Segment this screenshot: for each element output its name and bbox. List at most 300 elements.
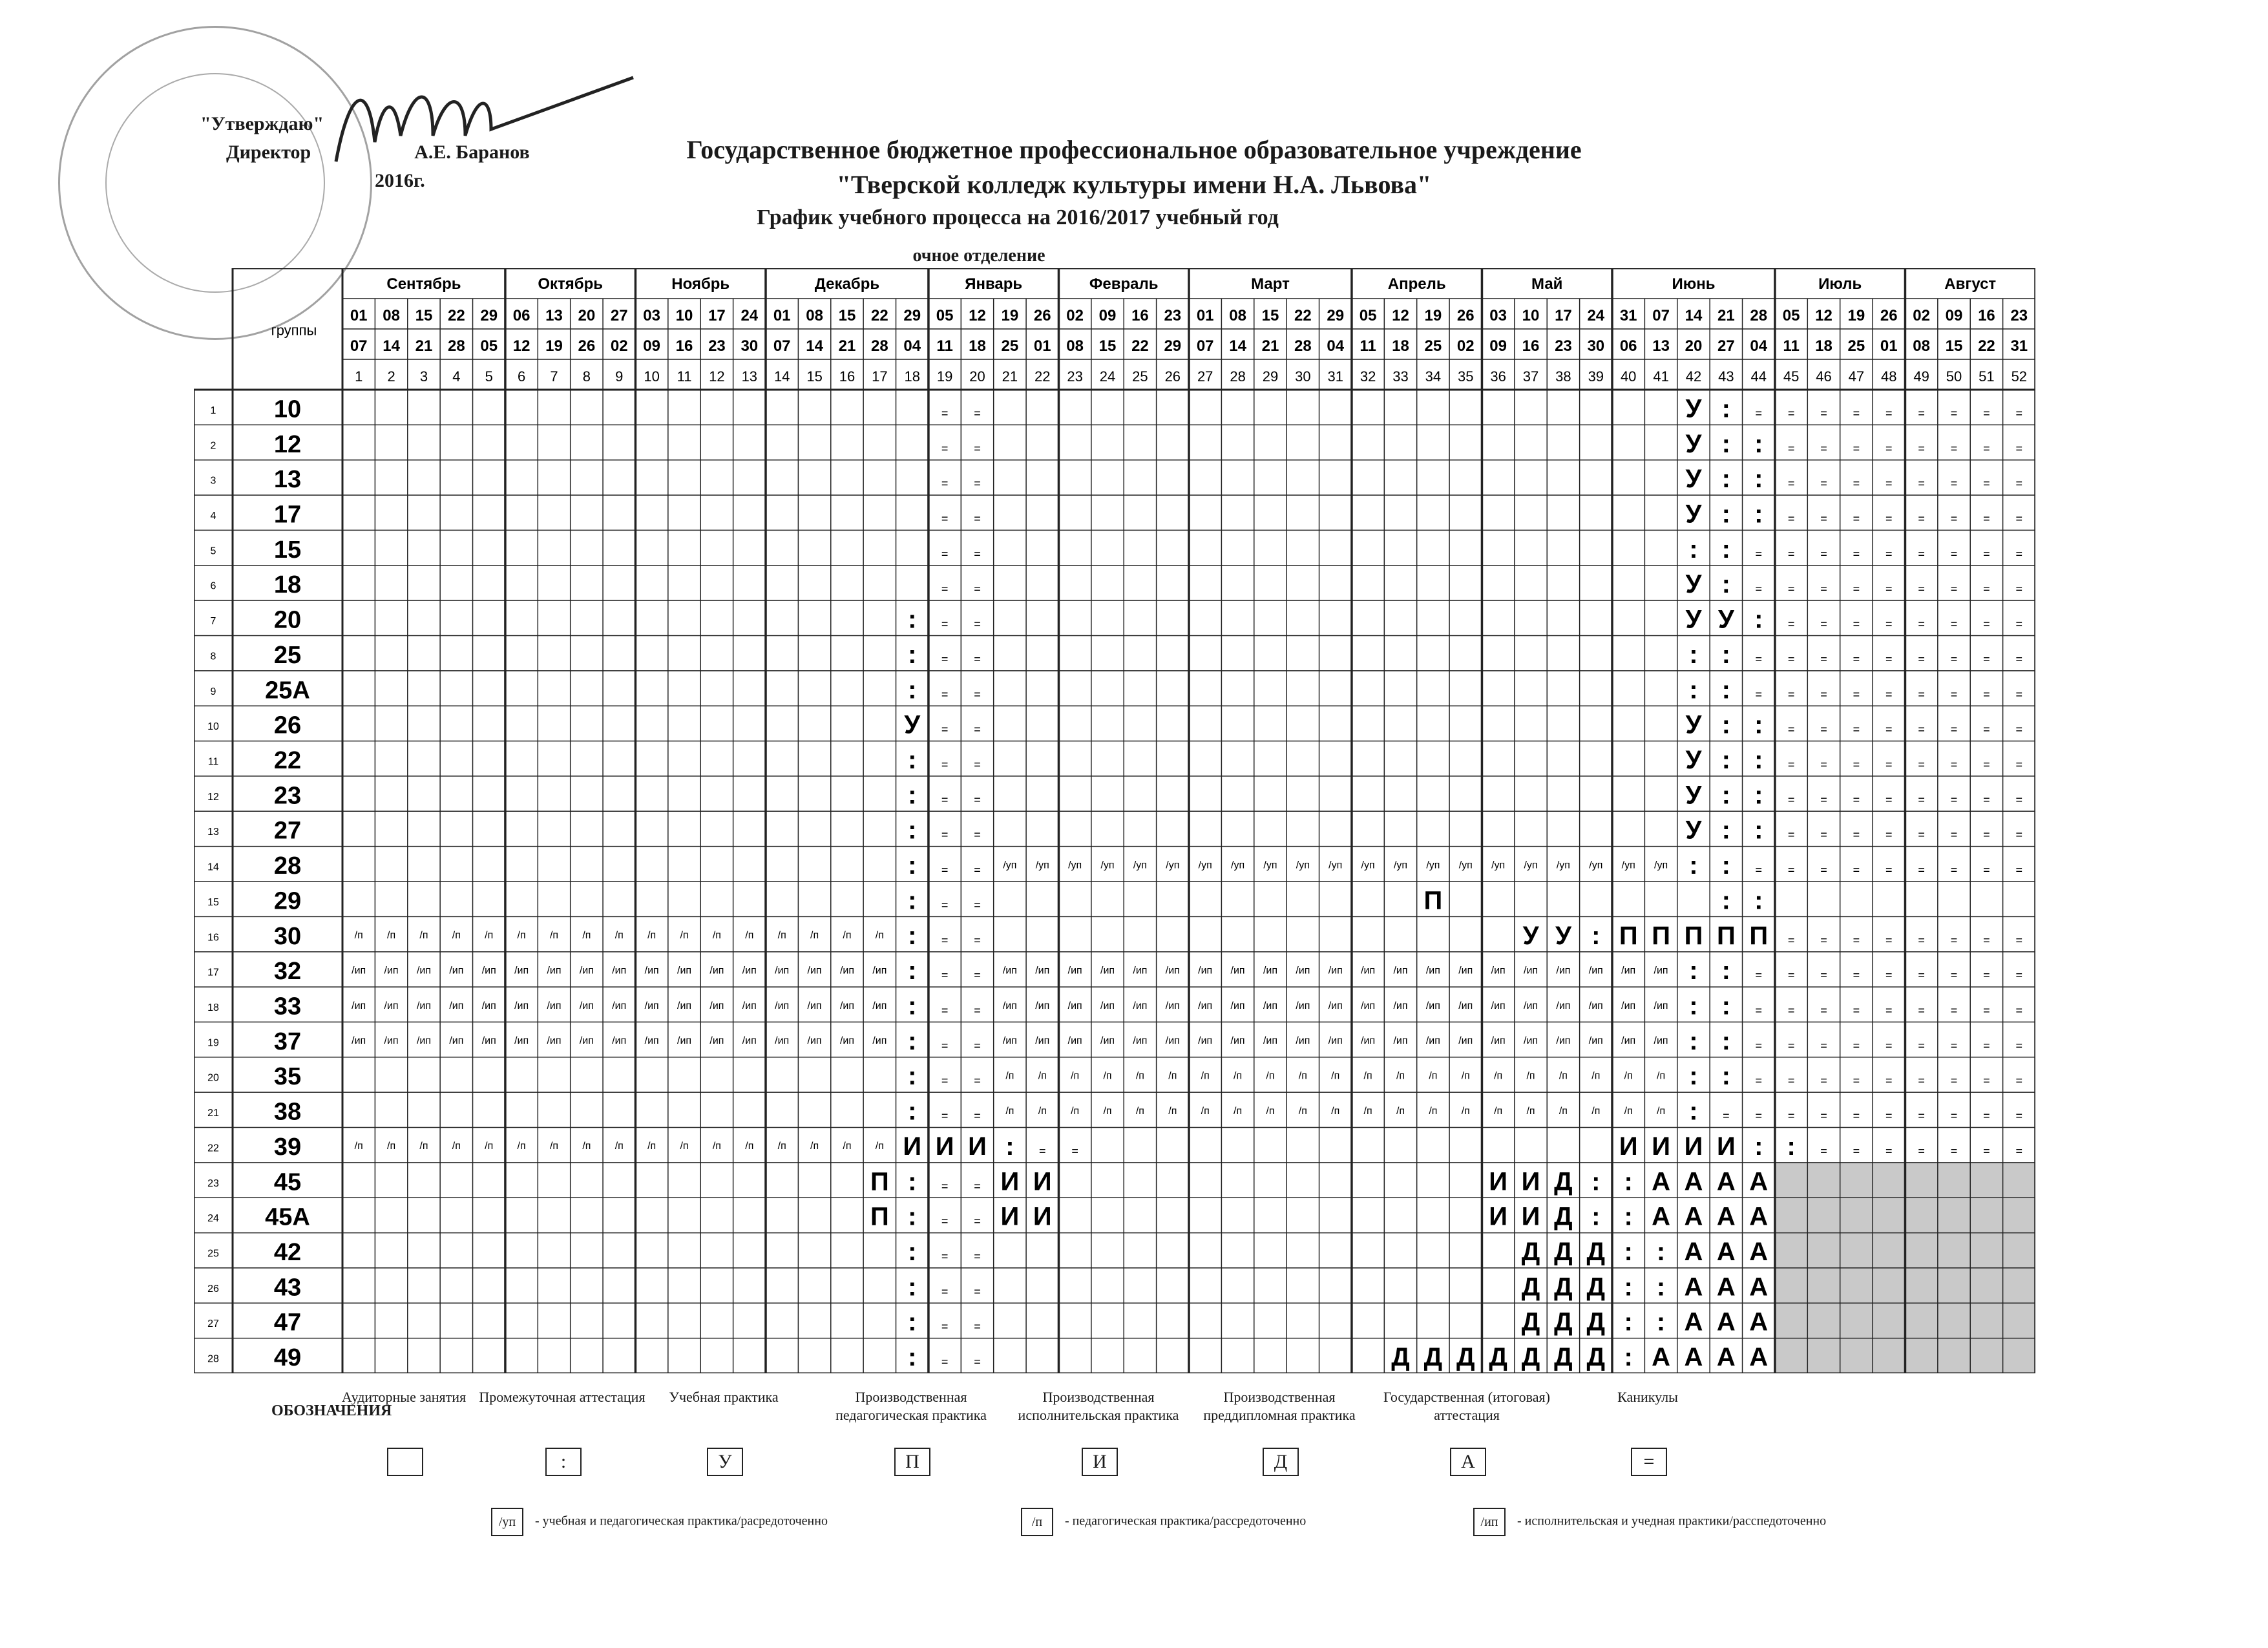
- cell-mark: =: [941, 688, 949, 701]
- cell-mark: :: [908, 1202, 917, 1231]
- cell-mark: =: [1787, 828, 1795, 841]
- cell-mark: /п: [517, 930, 526, 942]
- week-start: 10: [1522, 306, 1540, 324]
- row-number: 21: [207, 1108, 219, 1119]
- row-number: 14: [207, 861, 219, 873]
- cell-mark: /уп: [1068, 860, 1082, 871]
- cell-mark: :: [1689, 1062, 1698, 1091]
- legend-symbol: И: [1082, 1448, 1118, 1476]
- cell-mark: /ип: [416, 965, 431, 977]
- cell-mark: /п: [1266, 1070, 1275, 1082]
- week-start: 12: [1392, 306, 1409, 324]
- week-number: 47: [1848, 368, 1865, 385]
- cell-mark: /ип: [709, 1000, 724, 1011]
- cell-mark: =: [941, 1039, 949, 1052]
- week-end: 16: [1522, 337, 1540, 355]
- cell-mark: =: [1787, 441, 1795, 455]
- cell-mark: Д: [1521, 1273, 1540, 1302]
- cell-mark: /п: [1266, 1105, 1275, 1117]
- cell-mark: =: [1787, 582, 1795, 596]
- cell-mark: =: [1853, 793, 1860, 807]
- cell-mark: =: [2015, 828, 2023, 841]
- week-start: 21: [1717, 306, 1735, 324]
- row-number: 12: [207, 791, 219, 803]
- cell-mark: /п: [1201, 1070, 1210, 1082]
- cell-mark: =: [1950, 441, 1958, 455]
- cell-mark: =: [1950, 477, 1958, 491]
- shaded-cell: [2003, 1303, 2035, 1338]
- cell-mark: /уп: [1198, 860, 1212, 871]
- legend-extra-text: - исполнительская и учедная практики/расспедоточенно: [1517, 1514, 1827, 1528]
- row-number: 8: [210, 651, 216, 662]
- cell-mark: =: [1983, 652, 1990, 666]
- legend-label: Производственная педагогическая практика: [835, 1389, 987, 1423]
- week-number: 41: [1653, 368, 1669, 385]
- group-number: 33: [273, 993, 302, 1020]
- week-end: 07: [1196, 337, 1214, 355]
- cell-mark: /п: [419, 930, 428, 942]
- cell-mark: /п: [1461, 1105, 1470, 1117]
- cell-mark: =: [1885, 828, 1893, 841]
- cell-mark: /п: [1657, 1105, 1666, 1117]
- cell-mark: /ип: [579, 965, 594, 977]
- cell-mark: =: [1787, 688, 1795, 701]
- cell-mark: =: [1918, 757, 1925, 771]
- week-number: 21: [1002, 368, 1018, 385]
- cell-mark: /п: [485, 1141, 494, 1152]
- cell-mark: :: [1624, 1202, 1633, 1231]
- cell-mark: А: [1716, 1307, 1736, 1336]
- legend-symbol: [387, 1448, 423, 1476]
- shaded-cell: [1938, 1163, 1970, 1198]
- cell-mark: :: [1624, 1237, 1633, 1266]
- week-start: 03: [1489, 306, 1507, 324]
- cell-mark: =: [1853, 757, 1860, 771]
- month-label: Март: [1251, 275, 1290, 293]
- shaded-cell: [1938, 1303, 1970, 1338]
- cell-mark: /ип: [579, 1000, 594, 1011]
- cell-mark: И: [1684, 1132, 1703, 1161]
- cell-mark: =: [1755, 547, 1762, 560]
- cell-mark: =: [1918, 1039, 1925, 1052]
- cell-mark: /ип: [1328, 1035, 1343, 1047]
- week-end: 23: [708, 337, 726, 355]
- shaded-cell: [1807, 1338, 1840, 1373]
- cell-mark: /п: [1363, 1105, 1372, 1117]
- week-number: 50: [1946, 368, 1962, 385]
- week-number: 3: [419, 368, 428, 385]
- cell-mark: Д: [1586, 1307, 1606, 1336]
- week-number: 29: [1262, 368, 1279, 385]
- week-start: 23: [2010, 306, 2028, 324]
- cell-mark: :: [1689, 675, 1698, 704]
- legend-label: Производственная исполнительская практика: [1018, 1389, 1179, 1423]
- cell-mark: =: [941, 1179, 949, 1193]
- cell-mark: /ип: [1067, 1000, 1082, 1011]
- row-number: 25: [207, 1248, 219, 1260]
- cell-mark: :: [1721, 640, 1731, 669]
- legend-extra-text: - педагогическая практика/рассредоточенно: [1065, 1514, 1307, 1528]
- cell-mark: /ип: [775, 965, 790, 977]
- cell-mark: =: [941, 582, 949, 596]
- cell-mark: /ип: [384, 1035, 399, 1047]
- cell-mark: /уп: [1231, 860, 1245, 871]
- cell-mark: /п: [777, 930, 786, 942]
- cell-mark: /ип: [1263, 965, 1277, 977]
- cell-mark: /ип: [1035, 965, 1050, 977]
- cell-mark: А: [1652, 1202, 1671, 1231]
- cell-mark: =: [974, 1285, 981, 1298]
- cell-mark: =: [1853, 723, 1860, 736]
- cell-mark: =: [1820, 969, 1827, 982]
- cell-mark: /п: [680, 930, 689, 942]
- cell-mark: П: [870, 1167, 889, 1196]
- row-number: 4: [210, 511, 216, 522]
- week-start: 14: [1685, 306, 1703, 324]
- shaded-cell: [1905, 1233, 1937, 1268]
- cell-mark: А: [1749, 1202, 1769, 1231]
- cell-mark: И: [1521, 1202, 1540, 1231]
- week-number: 30: [1295, 368, 1311, 385]
- cell-mark: :: [1754, 465, 1763, 494]
- week-start: 26: [1033, 306, 1051, 324]
- cell-mark: =: [1983, 617, 1990, 631]
- week-start: 17: [1555, 306, 1572, 324]
- row-number: 9: [210, 686, 216, 697]
- cell-mark: /п: [843, 1141, 852, 1152]
- cell-mark: /п: [1526, 1070, 1535, 1082]
- cell-mark: =: [1885, 933, 1893, 947]
- shaded-cell: [1775, 1163, 1807, 1198]
- cell-mark: =: [1885, 969, 1893, 982]
- cell-mark: =: [974, 1109, 981, 1123]
- cell-mark: А: [1749, 1237, 1769, 1266]
- week-number: 42: [1685, 368, 1702, 385]
- cell-mark: /ип: [1458, 1000, 1473, 1011]
- group-number: 29: [273, 887, 302, 915]
- cell-mark: /ип: [839, 1000, 854, 1011]
- cell-mark: /п: [1005, 1070, 1014, 1082]
- cell-mark: У: [1685, 605, 1702, 634]
- cell-mark: /п: [1201, 1105, 1210, 1117]
- cell-mark: :: [1005, 1132, 1014, 1161]
- group-number: 25: [273, 641, 302, 669]
- week-number: 9: [615, 368, 624, 385]
- cell-mark: /п: [1657, 1070, 1666, 1082]
- cell-mark: /п: [1298, 1070, 1307, 1082]
- cell-mark: Д: [1521, 1237, 1540, 1266]
- shaded-cell: [1807, 1233, 1840, 1268]
- cell-mark: =: [1918, 547, 1925, 560]
- legend-symbol: =: [1631, 1448, 1667, 1476]
- legend-label: Каникулы: [1617, 1389, 1678, 1405]
- cell-mark: Д: [1586, 1273, 1606, 1302]
- week-number: 14: [773, 368, 790, 385]
- cell-mark: Д: [1554, 1273, 1573, 1302]
- cell-mark: =: [941, 652, 949, 666]
- cell-mark: У: [1685, 710, 1702, 739]
- cell-mark: =: [1885, 617, 1893, 631]
- cell-mark: /ип: [1165, 1000, 1180, 1011]
- cell-mark: =: [1950, 652, 1958, 666]
- cell-mark: /уп: [1263, 860, 1277, 871]
- cell-mark: =: [2015, 793, 2023, 807]
- week-end: 14: [383, 337, 400, 355]
- cell-mark: :: [1656, 1307, 1666, 1336]
- cell-mark: :: [908, 781, 917, 810]
- cell-mark: /п: [614, 930, 624, 942]
- week-end: 25: [1847, 337, 1865, 355]
- group-number: 45А: [265, 1203, 310, 1231]
- shaded-cell: [1905, 1303, 1937, 1338]
- cell-mark: У: [1685, 816, 1702, 845]
- row-number: 19: [207, 1037, 219, 1049]
- group-number: 32: [273, 958, 302, 986]
- cell-mark: П: [1652, 921, 1670, 950]
- cell-mark: /ип: [547, 965, 562, 977]
- cell-mark: /ип: [449, 1035, 464, 1047]
- cell-mark: :: [1754, 710, 1763, 739]
- cell-mark: =: [1820, 1039, 1827, 1052]
- week-end: 26: [578, 337, 596, 355]
- shaded-cell: [1970, 1198, 2002, 1232]
- cell-mark: /ип: [481, 1035, 496, 1047]
- shaded-cell: [1905, 1338, 1937, 1373]
- cell-mark: =: [1950, 969, 1958, 982]
- cell-mark: =: [1885, 407, 1893, 420]
- week-end: 27: [1717, 337, 1735, 355]
- cell-mark: =: [1918, 793, 1925, 807]
- college-name: "Тверской колледж культуры имени Н.А. Львова": [836, 170, 1432, 199]
- legend-symbol: Д: [1263, 1448, 1299, 1476]
- cell-mark: =: [1787, 969, 1795, 982]
- cell-mark: =: [1885, 1074, 1893, 1088]
- shaded-cell: [1873, 1163, 1905, 1198]
- cell-mark: /п: [1363, 1070, 1372, 1082]
- week-end: 25: [1001, 337, 1019, 355]
- schedule-grid: [194, 268, 2035, 1373]
- shaded-cell: [2003, 1198, 2035, 1232]
- week-start: 20: [578, 306, 596, 324]
- cell-mark: =: [1787, 617, 1795, 631]
- cell-mark: =: [1983, 1109, 1990, 1123]
- cell-mark: :: [1754, 886, 1763, 915]
- cell-mark: /ип: [514, 965, 529, 977]
- shaded-cell: [1873, 1198, 1905, 1232]
- cell-mark: =: [1885, 582, 1893, 596]
- cell-mark: А: [1716, 1343, 1736, 1372]
- group-number: 17: [273, 501, 302, 529]
- cell-mark: =: [1950, 1144, 1958, 1157]
- cell-mark: А: [1684, 1167, 1703, 1196]
- cell-mark: :: [1591, 921, 1601, 950]
- cell-mark: /п: [647, 930, 656, 942]
- cell-mark: /ип: [481, 965, 496, 977]
- month-label: Июнь: [1672, 275, 1716, 293]
- cell-mark: /п: [614, 1141, 624, 1152]
- group-number: 42: [273, 1238, 302, 1266]
- cell-mark: =: [1820, 652, 1827, 666]
- cell-mark: =: [1853, 1109, 1860, 1123]
- cell-mark: /п: [875, 1141, 884, 1152]
- cell-mark: =: [1950, 1004, 1958, 1017]
- cell-mark: /ип: [1133, 1000, 1148, 1011]
- cell-mark: Д: [1586, 1237, 1606, 1266]
- cell-mark: =: [941, 617, 949, 631]
- cell-mark: =: [1950, 617, 1958, 631]
- cell-mark: /ип: [1230, 1035, 1245, 1047]
- shaded-cell: [1840, 1163, 1873, 1198]
- shaded-cell: [1873, 1338, 1905, 1373]
- week-start: 03: [643, 306, 661, 324]
- group-number: 43: [273, 1274, 302, 1302]
- shaded-cell: [1840, 1268, 1873, 1303]
- row-number: 18: [207, 1002, 219, 1014]
- week-number: 11: [677, 368, 692, 385]
- row-number: 20: [207, 1072, 219, 1084]
- cell-mark: =: [941, 407, 949, 420]
- row-number: 3: [210, 475, 216, 487]
- cell-mark: =: [974, 688, 981, 701]
- cell-mark: =: [1853, 441, 1860, 455]
- cell-mark: =: [1983, 1039, 1990, 1052]
- cell-mark: =: [1885, 863, 1893, 877]
- cell-mark: =: [1950, 1039, 1958, 1052]
- week-end: 30: [1587, 337, 1605, 355]
- row-number: 11: [207, 756, 219, 768]
- cell-mark: =: [974, 933, 981, 947]
- cell-mark: =: [941, 828, 949, 841]
- week-number: 6: [517, 368, 526, 385]
- cell-mark: =: [974, 1214, 981, 1228]
- cell-mark: :: [1754, 429, 1763, 458]
- cell-mark: /ип: [839, 965, 854, 977]
- week-number: 13: [741, 368, 758, 385]
- cell-mark: :: [1624, 1307, 1633, 1336]
- cell-mark: /ип: [1133, 1035, 1148, 1047]
- cell-mark: /п: [777, 1141, 786, 1152]
- cell-mark: /ип: [547, 1035, 562, 1047]
- cell-mark: А: [1716, 1273, 1736, 1302]
- cell-mark: =: [2015, 933, 2023, 947]
- legend-extra-text: - учебная и педагогическая практика/расредоточенно: [535, 1514, 828, 1528]
- cell-mark: :: [1721, 465, 1731, 494]
- week-end: 07: [350, 337, 368, 355]
- cell-mark: =: [1787, 652, 1795, 666]
- row-number: 2: [210, 440, 216, 452]
- cell-mark: =: [1039, 1144, 1046, 1157]
- cell-mark: =: [941, 1214, 949, 1228]
- cell-mark: :: [908, 1097, 917, 1126]
- legend-title: ОБОЗНАЧЕНИЯ: [271, 1402, 392, 1419]
- cell-mark: :: [1721, 1026, 1731, 1055]
- cell-mark: /п: [1559, 1070, 1568, 1082]
- cell-mark: =: [941, 477, 949, 491]
- cell-mark: Д: [1554, 1202, 1573, 1231]
- cell-mark: /ип: [644, 965, 659, 977]
- week-number: 35: [1458, 368, 1474, 385]
- cell-mark: =: [941, 1285, 949, 1298]
- week-number: 18: [904, 368, 920, 385]
- cell-mark: /ип: [1393, 965, 1408, 977]
- shaded-cell: [1970, 1303, 2002, 1338]
- legend-symbol: А: [1450, 1448, 1486, 1476]
- cell-mark: /ип: [644, 1000, 659, 1011]
- cell-mark: =: [2015, 969, 2023, 982]
- cell-mark: :: [1689, 534, 1698, 564]
- cell-mark: /п: [1071, 1105, 1080, 1117]
- cell-mark: /ип: [644, 1035, 659, 1047]
- week-number: 36: [1490, 368, 1506, 385]
- cell-mark: /ип: [352, 965, 366, 977]
- cell-mark: =: [1950, 582, 1958, 596]
- group-number: 23: [273, 782, 302, 810]
- week-number: 34: [1425, 368, 1442, 385]
- cell-mark: /уп: [1556, 860, 1570, 871]
- cell-mark: =: [2015, 723, 2023, 736]
- cell-mark: /уп: [1296, 860, 1310, 871]
- week-end: 20: [1685, 337, 1703, 355]
- cell-mark: Д: [1456, 1343, 1475, 1372]
- cell-mark: /ип: [352, 1000, 366, 1011]
- cell-mark: =: [941, 863, 949, 877]
- cell-mark: :: [1754, 745, 1763, 774]
- cell-mark: П: [870, 1202, 889, 1231]
- month-label: Декабрь: [814, 275, 880, 293]
- cell-mark: /ип: [1002, 965, 1017, 977]
- cell-mark: /ип: [872, 1035, 887, 1047]
- cell-mark: /ип: [709, 965, 724, 977]
- approve-date: 2016г.: [375, 170, 425, 191]
- cell-mark: /п: [1168, 1105, 1177, 1117]
- week-start: 19: [1847, 306, 1865, 324]
- institution-name: Государственное бюджетное профессиональное образовательное учреждение: [686, 135, 1582, 164]
- cell-mark: /ип: [1067, 965, 1082, 977]
- cell-mark: =: [974, 828, 981, 841]
- group-number: 15: [273, 536, 302, 564]
- cell-mark: /уп: [1328, 860, 1343, 871]
- row-number: 10: [207, 721, 219, 733]
- cell-mark: =: [974, 617, 981, 631]
- cell-mark: Д: [1521, 1343, 1540, 1372]
- week-end: 28: [1294, 337, 1312, 355]
- cell-mark: /ип: [775, 1000, 790, 1011]
- cell-mark: И: [1716, 1132, 1736, 1161]
- shaded-cell: [1938, 1233, 1970, 1268]
- cell-mark: :: [1689, 640, 1698, 669]
- cell-mark: :: [908, 991, 917, 1020]
- cell-mark: :: [1656, 1237, 1666, 1266]
- shaded-cell: [1775, 1198, 1807, 1232]
- week-end: 28: [870, 337, 888, 355]
- week-number: 45: [1783, 368, 1800, 385]
- legend-extra-item: [1473, 1508, 1826, 1536]
- cell-mark: У: [1555, 921, 1571, 950]
- cell-mark: :: [908, 1273, 917, 1302]
- week-end: 11: [1783, 337, 1800, 355]
- cell-mark: =: [1885, 1144, 1893, 1157]
- row-number: 28: [207, 1353, 219, 1365]
- week-end: 15: [1098, 337, 1117, 355]
- cell-mark: А: [1749, 1167, 1769, 1196]
- cell-mark: /п: [810, 1141, 819, 1152]
- cell-mark: :: [908, 1062, 917, 1091]
- cell-mark: =: [941, 1320, 949, 1333]
- shaded-cell: [2003, 1163, 2035, 1198]
- cell-mark: =: [974, 512, 981, 525]
- week-number: 20: [969, 368, 985, 385]
- week-end: 18: [1815, 337, 1832, 355]
